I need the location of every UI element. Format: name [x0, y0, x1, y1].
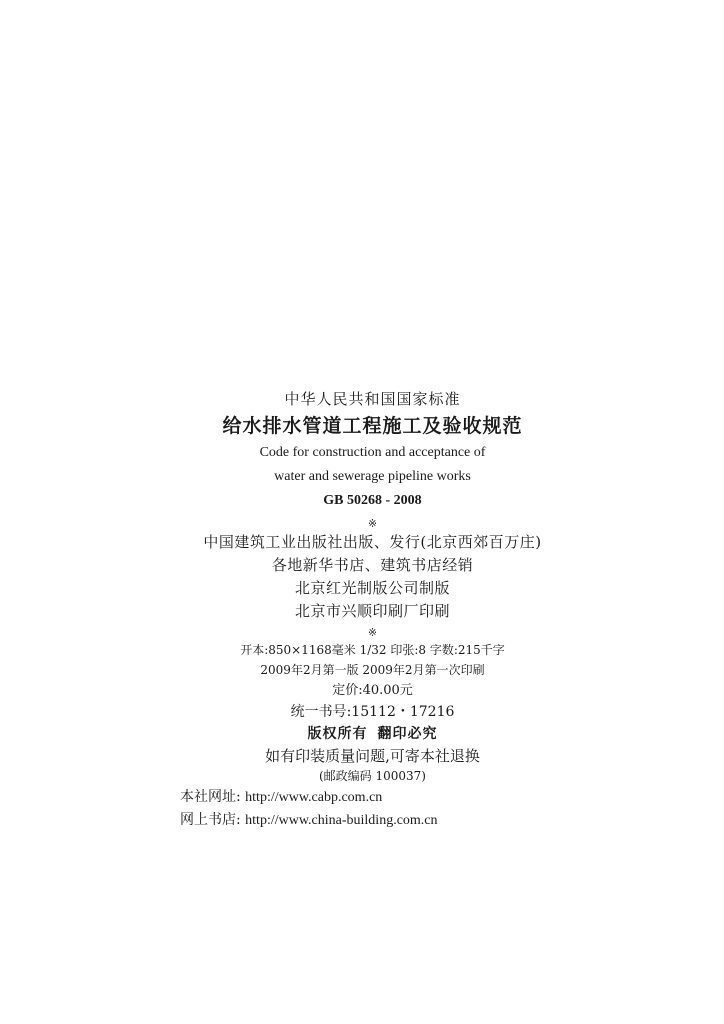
website-label: 本社网址:: [180, 789, 241, 805]
website-url[interactable]: http://www.cabp.com.cn: [245, 790, 383, 805]
distributor-line: 各地新华书店、建筑书店经销: [271, 556, 474, 574]
copyright-right: 翻印必究: [377, 726, 438, 742]
website-line: [180, 790, 555, 805]
standard-code: GB 50268 - 2008: [323, 493, 422, 508]
edition-info: 2009年2月第一版 2009年2月第一次印刷: [260, 663, 485, 677]
copyright-notice: [190, 727, 555, 741]
title-chinese: 给水排水管道工程施工及验收规范: [222, 415, 523, 437]
separator-mark: ※: [367, 517, 378, 530]
price: 定价:40.00元: [332, 683, 413, 698]
typesetter-line: 北京红光制版公司制版: [294, 579, 450, 597]
copyright-left: 版权所有: [307, 726, 368, 742]
printer-line: 北京市兴顺印刷厂印刷: [294, 602, 450, 620]
quality-notice: 如有印装质量问题,可寄本社退换: [265, 747, 480, 765]
separator-mark: ※: [367, 626, 378, 639]
standard-series: 中华人民共和国国家标准: [284, 390, 461, 408]
title-english-line-1: Code for construction and acceptance of: [259, 445, 486, 460]
bookstore-line: [180, 813, 555, 828]
bookstore-url[interactable]: http://www.china-building.com.cn: [245, 813, 438, 828]
title-english-line-2: water and sewerage pipeline works: [274, 469, 471, 484]
colophon-block: [180, 390, 555, 836]
bookstore-label: 网上书店:: [180, 812, 241, 828]
format-info: 开本:850×1168毫米 1/32 印张:8 字数:215千字: [240, 643, 505, 657]
book-number: 统一书号:15112・17216: [290, 704, 455, 720]
postcode: (邮政编码 100037): [319, 769, 426, 783]
publisher-line: 中国建筑工业出版社出版、发行(北京西郊百万庄): [203, 533, 542, 551]
